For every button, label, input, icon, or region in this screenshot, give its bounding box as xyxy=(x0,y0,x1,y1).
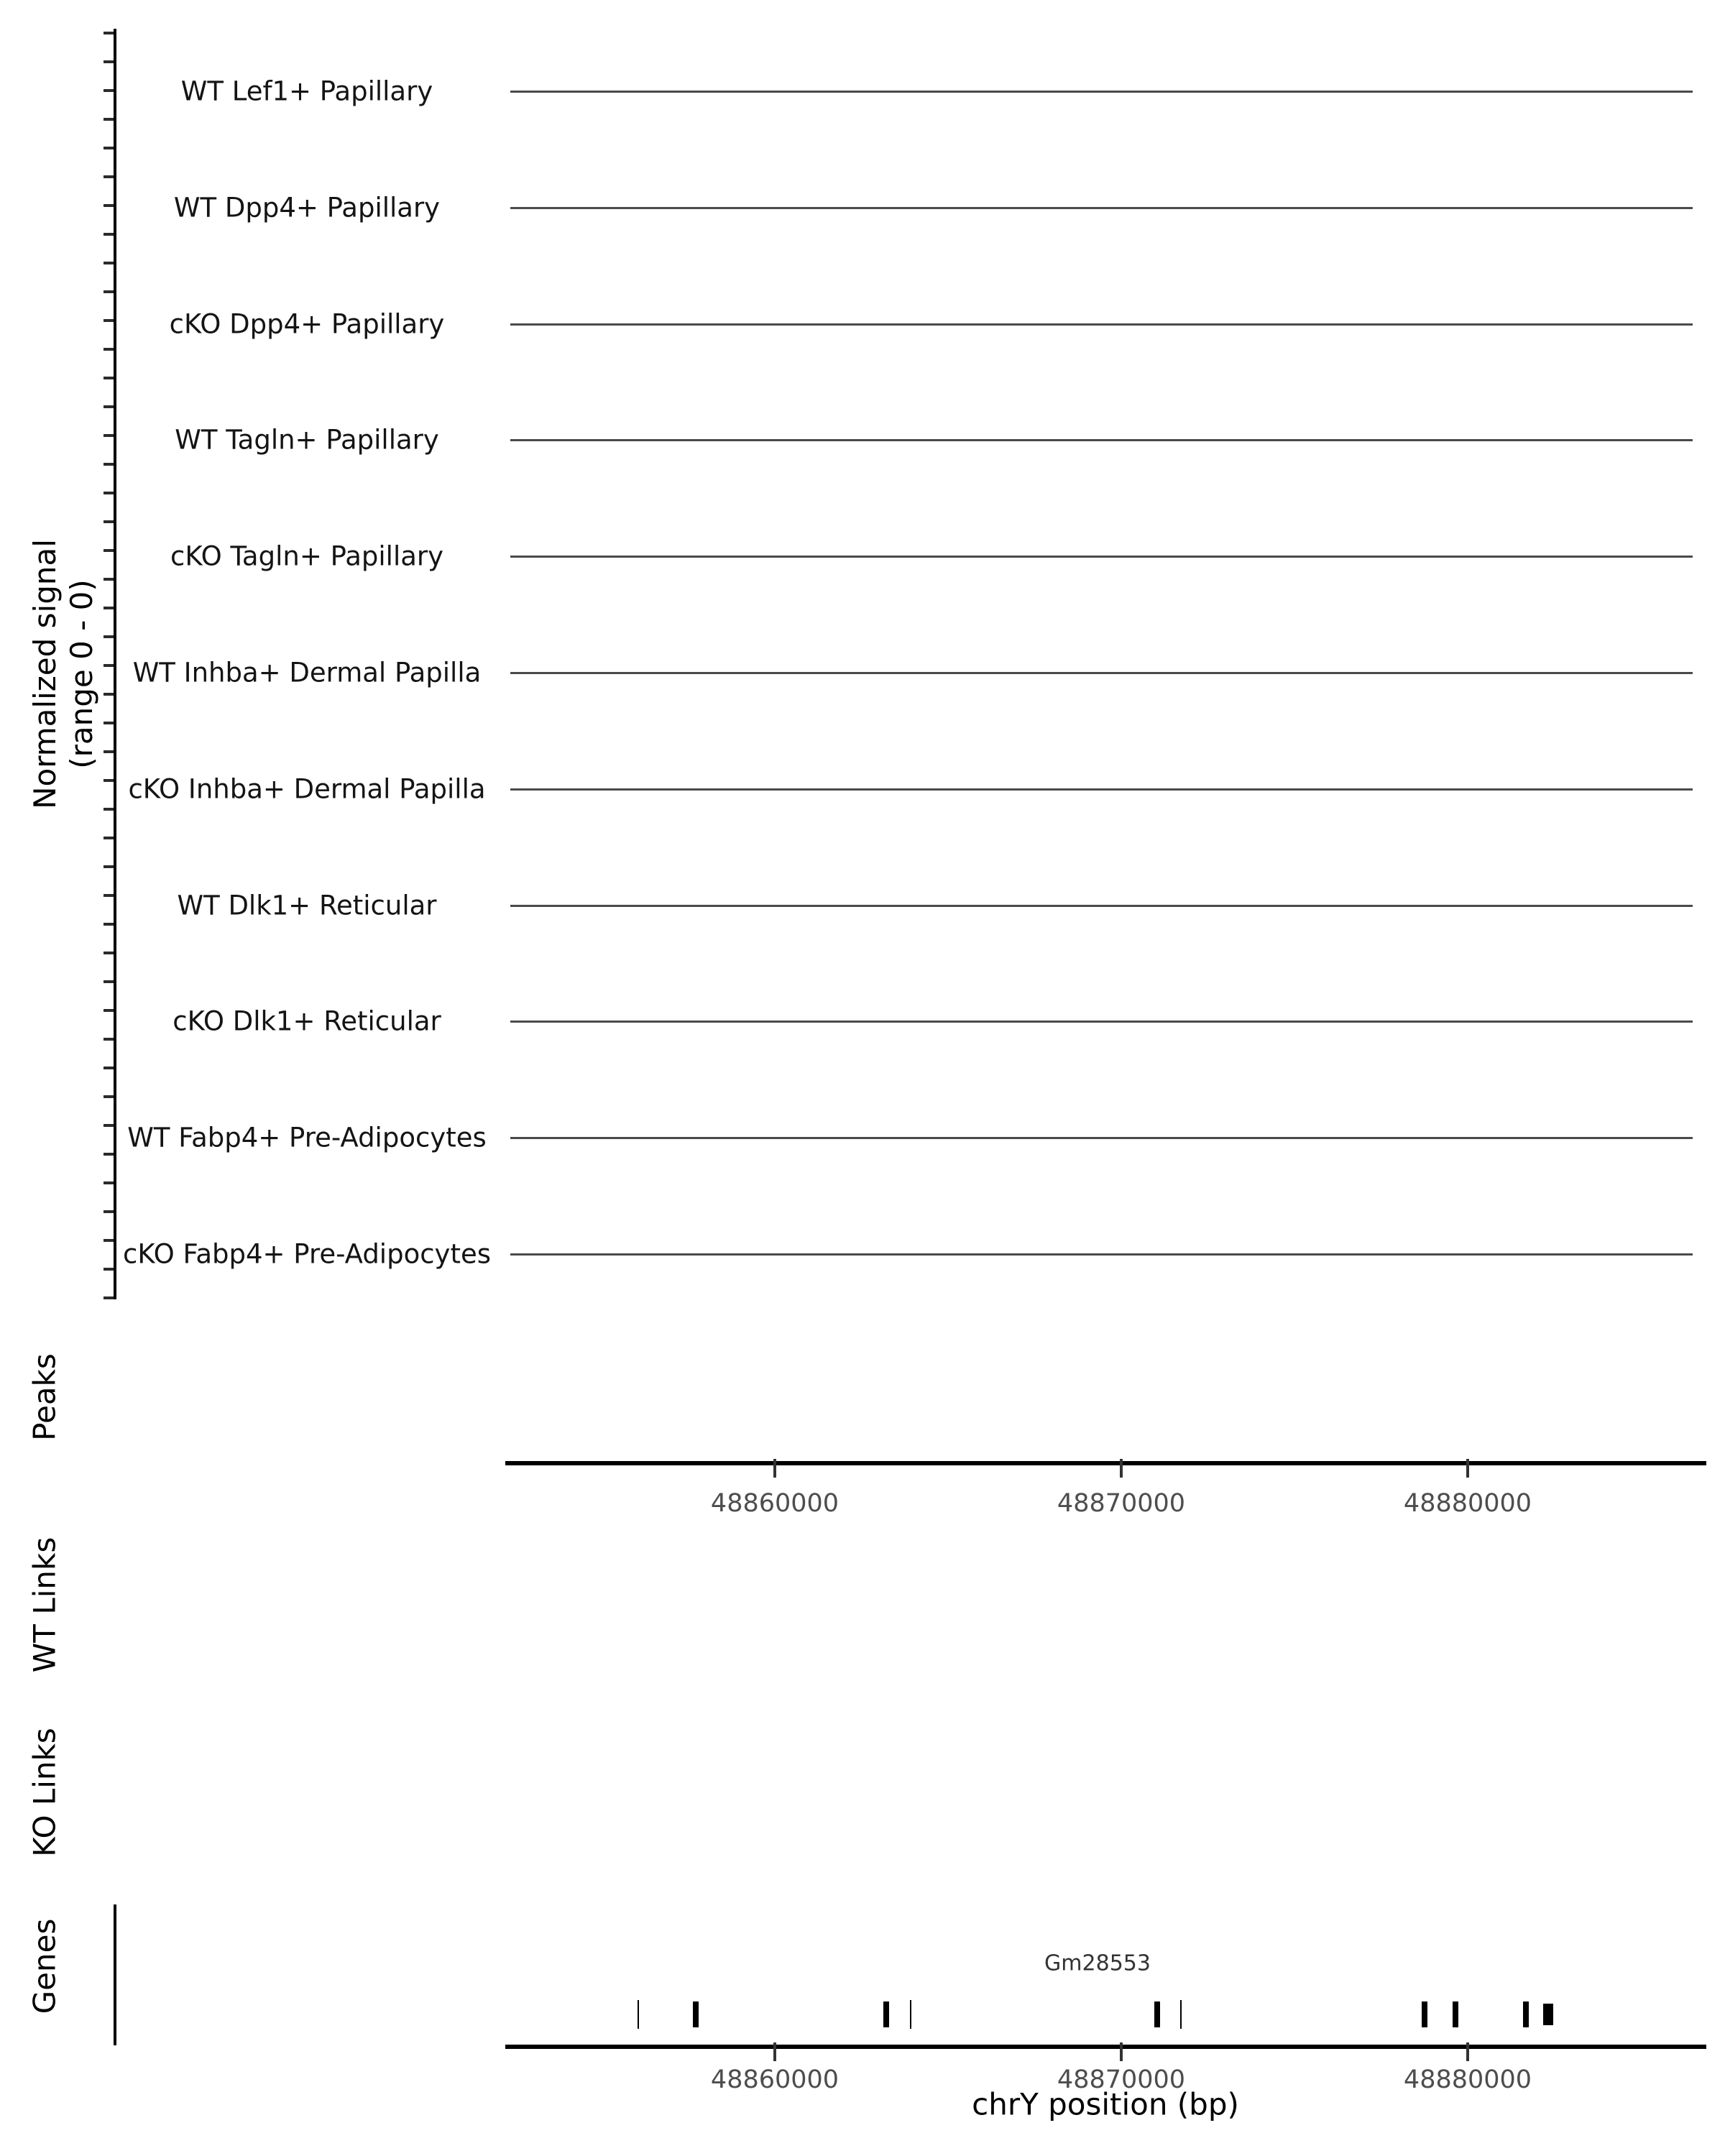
signal-y-axis-tick xyxy=(104,290,114,293)
signal-y-axis-tick xyxy=(104,693,114,696)
strand-arrow xyxy=(1345,2005,1353,2024)
signal-y-axis-tick xyxy=(104,664,114,667)
exon-tick-thin xyxy=(638,2000,639,2029)
signal-y-axis-tick xyxy=(104,204,114,207)
signal-y-axis-tick xyxy=(104,1095,114,1098)
strand-arrow xyxy=(819,2005,827,2024)
strand-arrow xyxy=(950,2005,959,2024)
strand-arrow xyxy=(1192,2005,1200,2024)
signal-y-axis-tick xyxy=(104,837,114,839)
strand-arrow xyxy=(1082,2005,1090,2024)
peaks-axis-line xyxy=(505,1461,1706,1465)
signal-y-axis-tick xyxy=(104,463,114,466)
signal-y-axis-tick xyxy=(104,549,114,552)
track-label: cKO Tagln+ Papillary xyxy=(170,540,444,572)
peaks-axis-tick xyxy=(773,1459,776,1478)
signal-y-axis-tick xyxy=(104,520,114,523)
signal-y-axis-tick xyxy=(104,779,114,782)
strand-arrow xyxy=(841,2005,850,2024)
signal-y-axis-tick xyxy=(104,405,114,408)
y-axis-title xyxy=(27,539,100,809)
signal-y-axis-tick xyxy=(104,147,114,149)
strand-arrow xyxy=(1016,2005,1025,2024)
signal-y-axis-tick xyxy=(104,348,114,351)
exon-tick xyxy=(1453,2001,1458,2027)
exon-tick xyxy=(693,2001,699,2027)
track-signal-line xyxy=(510,323,1693,326)
track-label: WT Dpp4+ Papillary xyxy=(173,192,441,224)
track-signal-line xyxy=(510,788,1693,791)
signal-y-axis-line xyxy=(114,29,116,1299)
peaks-axis-tick-label: 48880000 xyxy=(1403,1489,1532,1518)
signal-y-axis-tick xyxy=(104,60,114,63)
signal-y-axis-tick xyxy=(104,865,114,868)
signal-y-axis-tick xyxy=(104,492,114,494)
exon-tick xyxy=(1523,2001,1529,2027)
track-label: WT Fabp4+ Pre-Adipocytes xyxy=(127,1122,487,1153)
track-signal-line xyxy=(510,1137,1693,1139)
strand-arrow xyxy=(1367,2005,1376,2024)
strand-arrow xyxy=(643,2005,652,2024)
strand-arrow xyxy=(666,2005,674,2024)
exon-tick-thin xyxy=(1180,2000,1182,2029)
y-axis-title-line2: (range 0 - 0) xyxy=(64,579,99,769)
strand-arrow xyxy=(1279,2005,1288,2024)
signal-y-axis-tick xyxy=(104,118,114,121)
strand-arrow xyxy=(753,2005,762,2024)
track-signal-line xyxy=(510,207,1693,209)
signal-y-axis-tick xyxy=(104,980,114,983)
strand-arrow xyxy=(1104,2005,1113,2024)
signal-y-axis-tick xyxy=(104,607,114,609)
signal-y-axis-tick xyxy=(104,578,114,581)
exon-tick xyxy=(883,2001,889,2027)
signal-y-axis-tick xyxy=(104,32,114,34)
section-label-genes: Genes xyxy=(27,1918,63,2014)
strand-arrow xyxy=(797,2005,806,2024)
genome-axis-tick-label: 48880000 xyxy=(1403,2065,1532,2094)
signal-y-axis-tick xyxy=(104,894,114,897)
signal-y-axis-tick xyxy=(104,233,114,236)
exon-tick xyxy=(1154,2001,1160,2027)
signal-y-axis-tick xyxy=(104,1296,114,1299)
genome-axis-tick-label: 48860000 xyxy=(710,2065,840,2094)
track-label: WT Lef1+ Papillary xyxy=(180,75,433,107)
strand-arrow xyxy=(994,2005,1003,2024)
signal-y-axis-tick xyxy=(104,175,114,178)
track-label: WT Tagln+ Papillary xyxy=(175,424,439,456)
signal-y-axis-tick xyxy=(104,1210,114,1213)
strand-arrow xyxy=(731,2005,740,2024)
signal-y-axis-tick xyxy=(104,750,114,753)
strand-arrow xyxy=(709,2005,718,2024)
track-signal-line xyxy=(510,1021,1693,1023)
strand-arrow xyxy=(1323,2005,1332,2024)
gene-name-label: Gm28553 xyxy=(1044,1950,1151,1976)
track-signal-line xyxy=(510,439,1693,441)
signal-y-axis-tick xyxy=(104,1124,114,1127)
strand-arrow xyxy=(1499,2005,1507,2024)
strand-arrow xyxy=(1389,2005,1397,2024)
track-label: cKO Dlk1+ Reticular xyxy=(172,1005,441,1037)
track-signal-line xyxy=(510,556,1693,558)
signal-y-axis-tick xyxy=(104,952,114,954)
peaks-axis-tick-label: 48870000 xyxy=(1057,1489,1186,1518)
gene-end-exon-block xyxy=(1543,2004,1553,2025)
track-label: cKO Dpp4+ Papillary xyxy=(169,308,445,340)
gene-model xyxy=(618,1980,1596,2052)
section-label-wt-links: WT Links xyxy=(27,1537,63,1673)
strand-arrow xyxy=(1169,2005,1178,2024)
signal-y-axis-tick xyxy=(104,434,114,437)
signal-y-axis-tick xyxy=(104,635,114,638)
strand-arrow xyxy=(862,2005,871,2024)
signal-y-axis-tick xyxy=(104,262,114,264)
exon-tick xyxy=(1422,2001,1427,2027)
track-label: cKO Inhba+ Dermal Papilla xyxy=(128,773,486,805)
strand-arrow xyxy=(1038,2005,1046,2024)
strand-arrow xyxy=(1126,2005,1134,2024)
x-axis-title: chrY position (bp) xyxy=(972,2086,1239,2122)
strand-arrow xyxy=(929,2005,937,2024)
genes-y-axis-line xyxy=(114,1904,116,2045)
track-label: WT Inhba+ Dermal Papilla xyxy=(132,657,482,688)
strand-arrow xyxy=(775,2005,783,2024)
section-label-peaks: Peaks xyxy=(27,1353,63,1441)
y-axis-title-line1: Normalized signal xyxy=(27,539,63,809)
strand-arrow xyxy=(1213,2005,1222,2024)
genome-axis-tick-label: 48870000 xyxy=(1057,2065,1186,2094)
strand-arrow xyxy=(1257,2005,1266,2024)
signal-y-axis-tick xyxy=(104,1067,114,1069)
signal-y-axis-tick xyxy=(104,1038,114,1041)
strand-arrow xyxy=(1476,2005,1485,2024)
signal-y-axis-tick xyxy=(104,808,114,811)
track-signal-line xyxy=(510,905,1693,907)
signal-y-axis-tick xyxy=(104,89,114,92)
exon-tick-thin xyxy=(910,2000,911,2029)
section-label-ko-links: KO Links xyxy=(27,1728,63,1857)
track-label: WT Dlk1+ Reticular xyxy=(177,890,437,921)
strand-arrow xyxy=(1411,2005,1420,2024)
signal-y-axis-tick xyxy=(104,1009,114,1012)
track-signal-line xyxy=(510,91,1693,93)
track-signal-line xyxy=(510,672,1693,674)
signal-y-axis-tick xyxy=(104,1181,114,1184)
signal-y-axis-tick xyxy=(104,319,114,322)
signal-y-axis-tick xyxy=(104,377,114,379)
strand-arrow xyxy=(1236,2005,1244,2024)
signal-y-axis-tick xyxy=(104,1268,114,1271)
strand-arrow xyxy=(1060,2005,1069,2024)
peaks-axis-tick xyxy=(1466,1459,1469,1478)
peaks-axis-tick-label: 48860000 xyxy=(710,1489,840,1518)
signal-y-axis-tick xyxy=(104,1239,114,1242)
strand-arrow xyxy=(1432,2005,1441,2024)
strand-arrow xyxy=(1301,2005,1310,2024)
signal-y-axis-tick xyxy=(104,722,114,724)
signal-y-axis-tick xyxy=(104,1153,114,1156)
peaks-axis-tick xyxy=(1120,1459,1123,1478)
strand-arrow xyxy=(972,2005,981,2024)
track-signal-line xyxy=(510,1253,1693,1256)
signal-y-axis-tick xyxy=(104,923,114,926)
track-label: cKO Fabp4+ Pre-Adipocytes xyxy=(122,1238,492,1270)
